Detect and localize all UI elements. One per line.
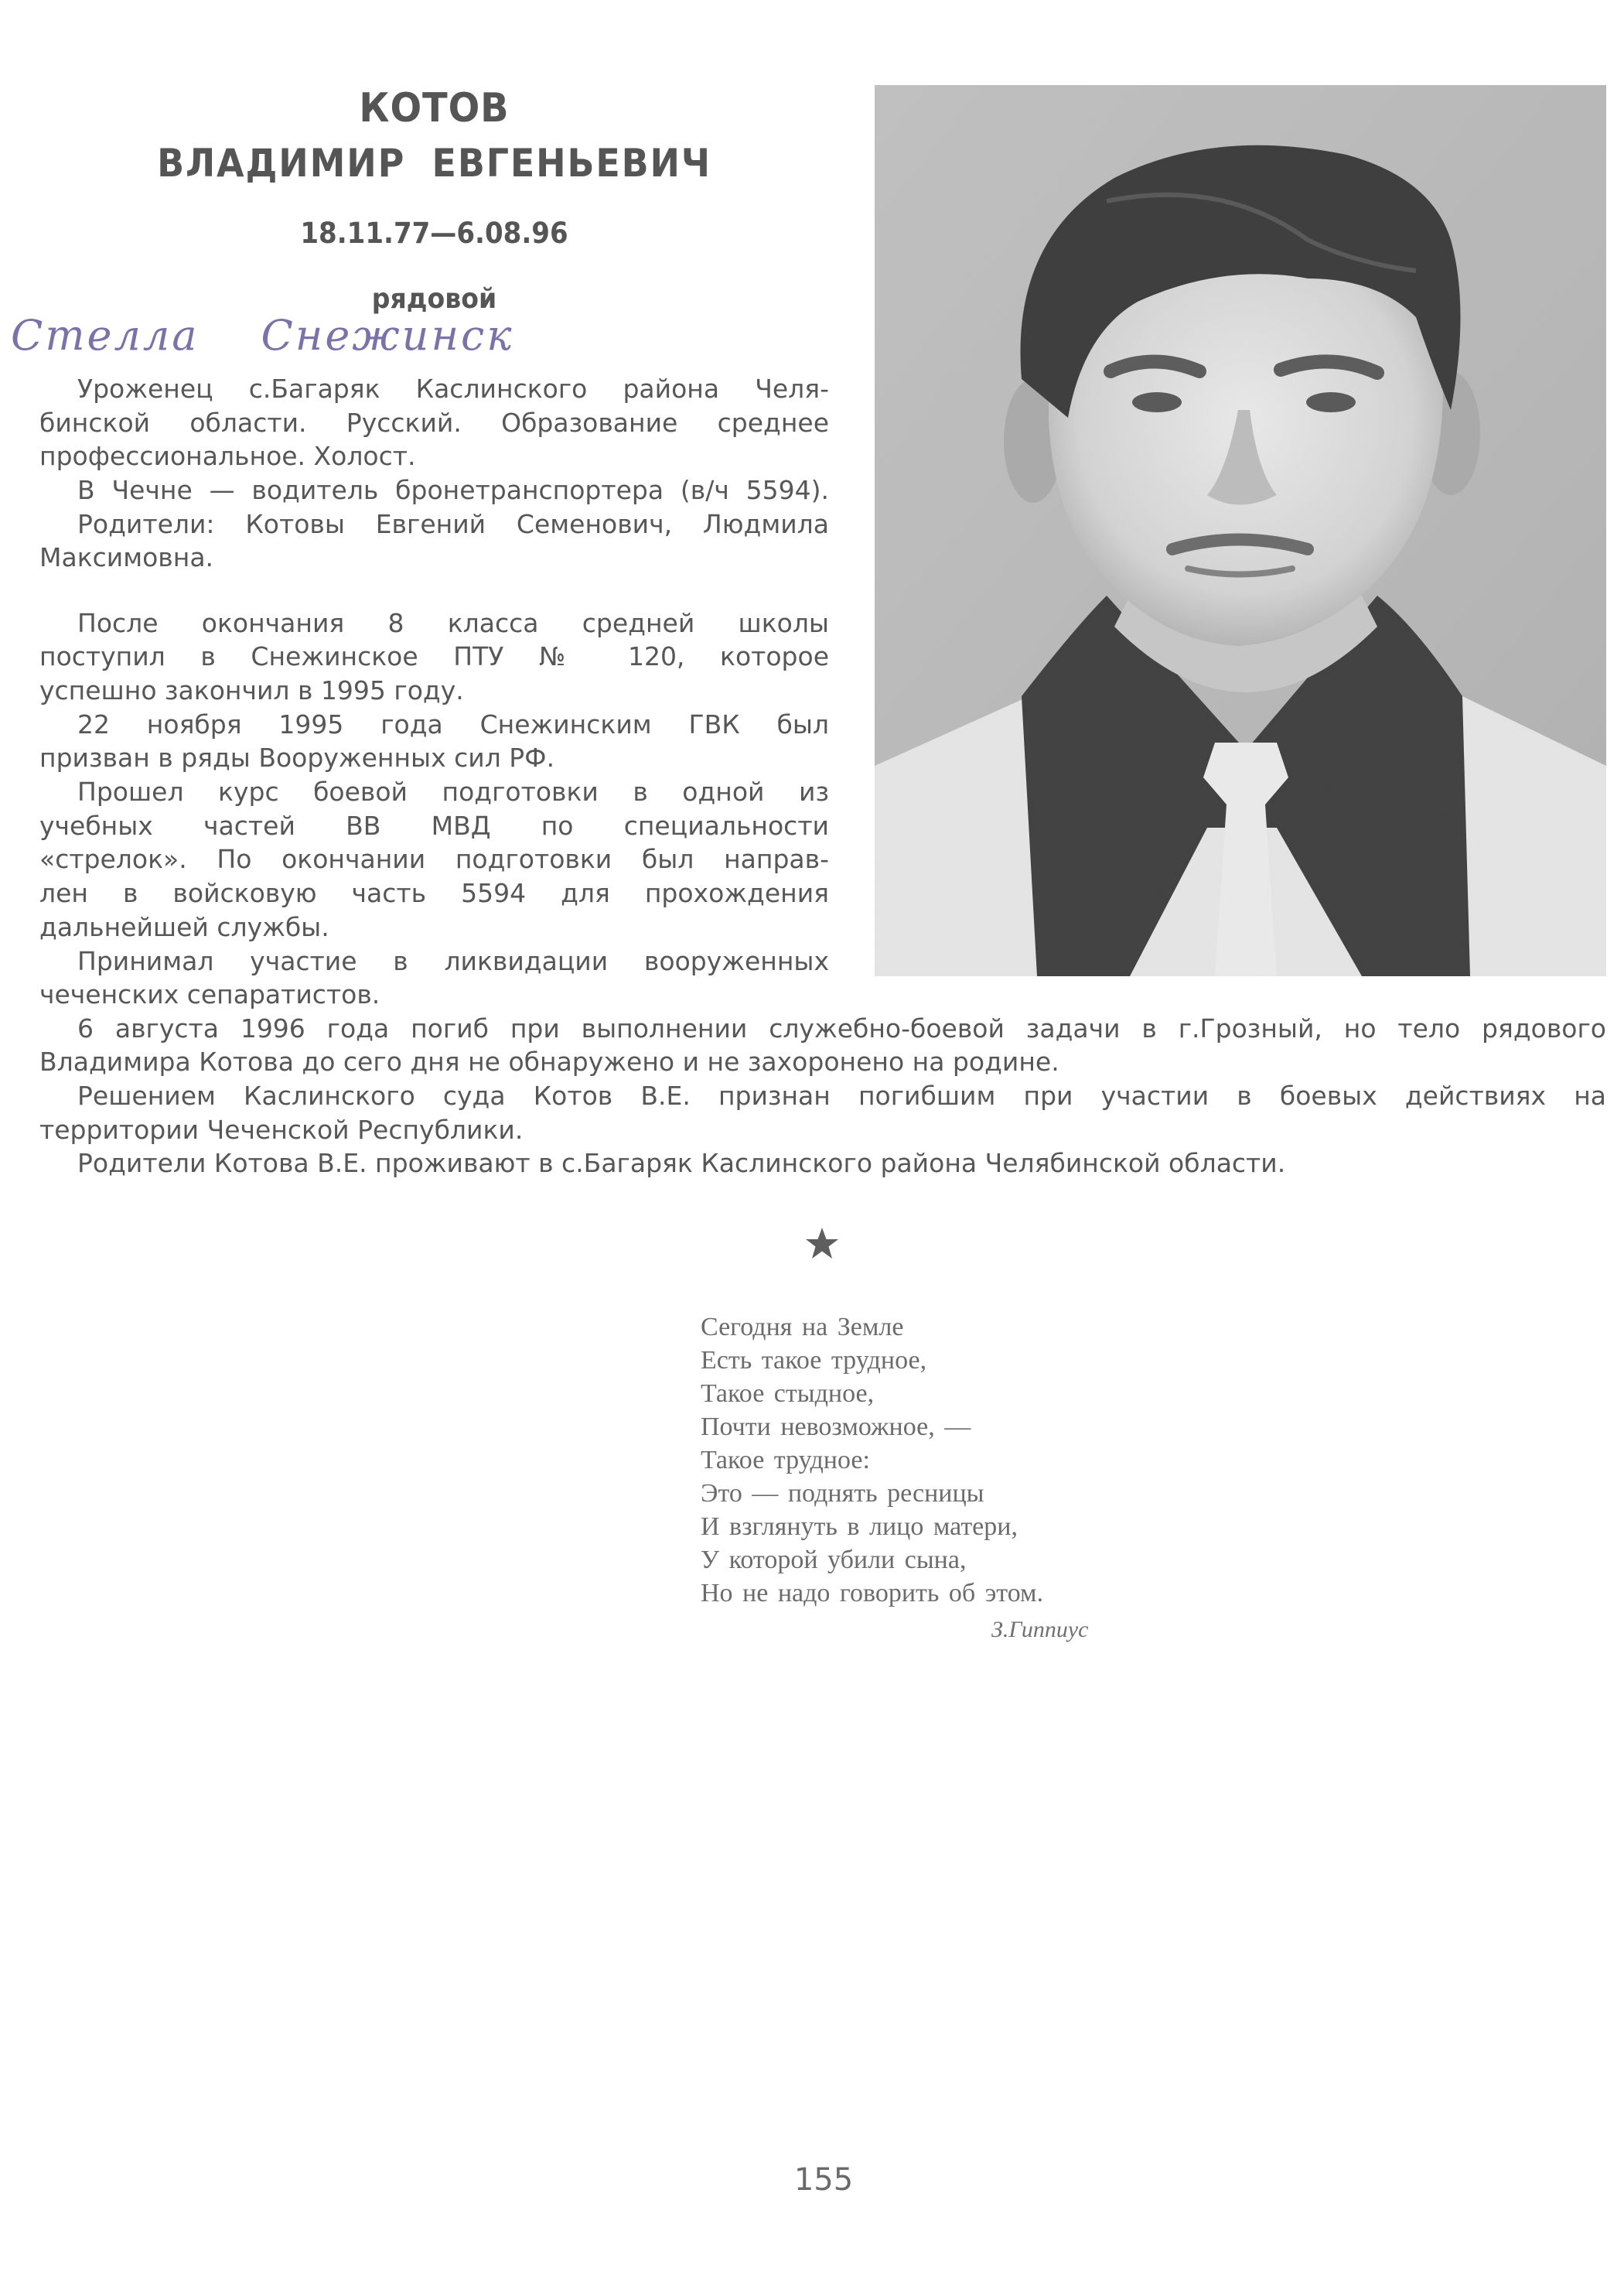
portrait-icon	[875, 85, 1606, 976]
handwritten-word: Снежинск	[261, 311, 514, 360]
portrait-photo	[875, 85, 1606, 976]
life-dates: 18.11.77—6.08.96	[300, 217, 568, 250]
biography-line: После окончания 8 класса средней школы	[77, 608, 829, 638]
given-names-heading: ВЛАДИМИР ЕВГЕНЬЕВИЧ	[157, 141, 711, 186]
poem-line: Такое трудное:	[701, 1446, 870, 1474]
poem-line: Это — поднять ресницы	[701, 1479, 984, 1508]
biography-line: В Чечне — водитель бронетранспортера (в/ч 5594).	[77, 475, 829, 505]
poem-line: И взглянуть в лицо матери,	[701, 1512, 1018, 1541]
handwritten-note	[11, 311, 707, 365]
handwritten-word: Стелла	[11, 311, 200, 360]
biography-line: Максимовна.	[39, 542, 214, 572]
surname-heading: КОТОВ	[359, 85, 510, 132]
biography-line: чеченских сепаратистов.	[39, 979, 380, 1009]
poem-line: Такое стыдное,	[701, 1379, 875, 1408]
biography-line: лен в войсковую часть 5594 для прохождения	[39, 878, 829, 908]
biography-line: Родители Котова В.Е. проживают в с.Багаряк Каслинского района Челябинской области.	[77, 1148, 1286, 1178]
star-icon	[804, 1226, 840, 1262]
biography-line: успешно закончил в 1995 году.	[39, 675, 464, 705]
biography-line: Принимал участие в ликвидации вооруженных	[77, 946, 829, 976]
biography-line: Уроженец с.Багаряк Каслинского района Челя-	[77, 374, 829, 404]
military-rank: рядовой	[371, 283, 497, 315]
poem-line: Есть такое трудное,	[701, 1346, 927, 1375]
biography-line: призван в ряды Вооруженных сил РФ.	[39, 743, 555, 773]
page-number: 155	[793, 2162, 854, 2198]
biography-line: дальнейшей службы.	[39, 912, 329, 942]
biography-line: Прошел курс боевой подготовки в одной из	[77, 777, 829, 807]
biography-line: «стрелок». По окончании подготовки был направ-	[39, 844, 829, 874]
biography-line: территории Чеченской Республики.	[39, 1115, 524, 1145]
poem-line: Но не надо говорить об этом.	[701, 1579, 1044, 1607]
biography-line: бинской области. Русский. Образование среднее	[39, 408, 829, 438]
biography-line: Владимира Котова до сего дня не обнаружено и не захоронено на родине.	[39, 1047, 1059, 1077]
biography-line: поступил в Снежинское ПТУ № 120, которое	[39, 641, 829, 671]
biography-line: Родители: Котовы Евгений Семенович, Людмила	[77, 509, 829, 539]
poem	[701, 1310, 1043, 1610]
biography-line: 6 августа 1996 года погиб при выполнении служебно-боевой задачи в г.Грозный, но тело рядового	[77, 1013, 1606, 1044]
biography-line: 22 ноября 1995 года Снежинским ГВК был	[77, 709, 829, 740]
poem-line: Почти невозможное, —	[701, 1413, 971, 1441]
poem-author: З.Гиппиус	[991, 1617, 1089, 1642]
poem-line: Сегодня на Земле	[701, 1313, 904, 1341]
biography-line: учебных частей ВВ МВД по специальности	[39, 811, 829, 841]
poem-line: У которой убили сына,	[701, 1546, 967, 1574]
biography-line: Решением Каслинского суда Котов В.Е. признан погибшим при участии в боевых действиях на	[77, 1081, 1606, 1111]
biography-line: профессиональное. Холост.	[39, 441, 416, 471]
